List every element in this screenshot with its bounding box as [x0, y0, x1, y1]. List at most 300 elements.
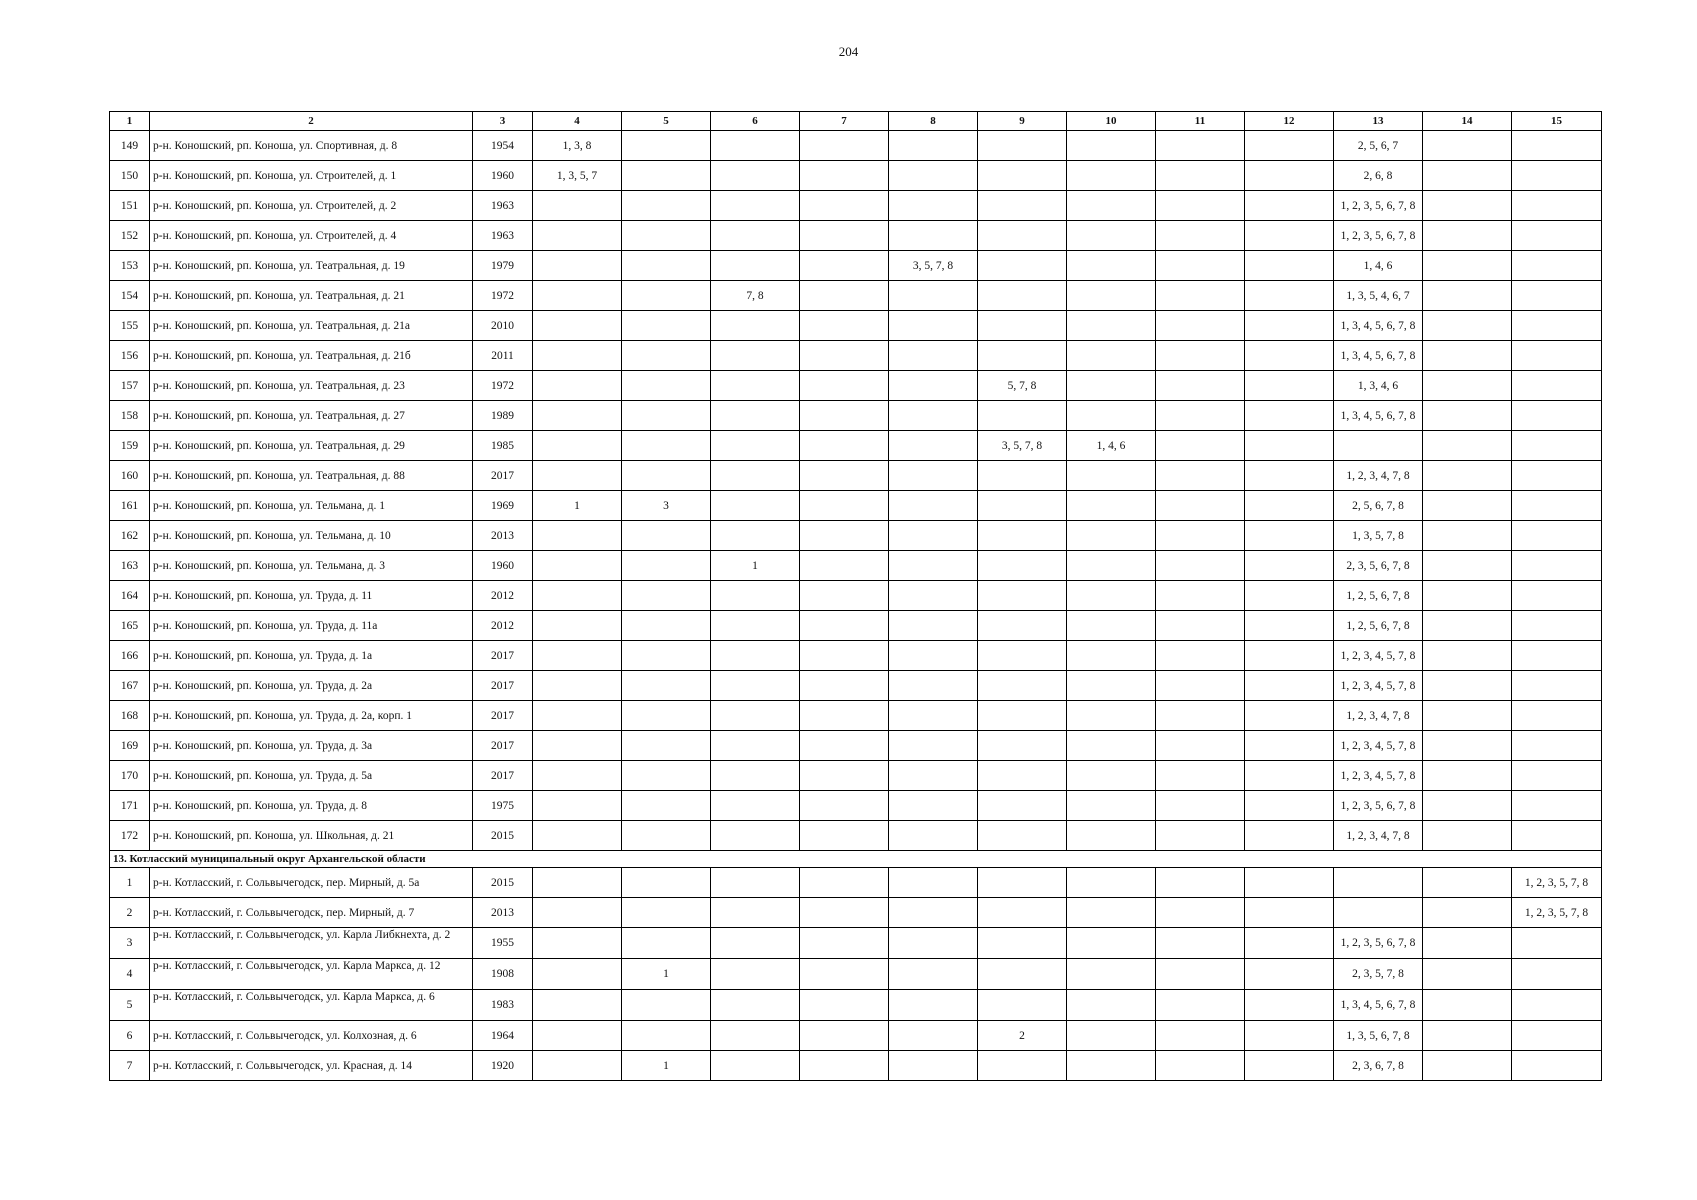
value-cell — [800, 701, 889, 731]
row-number-cell: 166 — [110, 641, 150, 671]
value-cell — [1512, 431, 1602, 461]
year-cell: 2017 — [473, 731, 533, 761]
address-cell: р-н. Коношский, рп. Коноша, ул. Спортивная, д. 8 — [150, 131, 473, 161]
value-cell — [1245, 990, 1334, 1021]
value-cell — [889, 731, 978, 761]
value-cell — [622, 431, 711, 461]
address-cell: р-н. Коношский, рп. Коноша, ул. Театральная, д. 23 — [150, 371, 473, 401]
year-cell: 1979 — [473, 251, 533, 281]
value-cell — [1156, 131, 1245, 161]
year-cell: 2013 — [473, 521, 533, 551]
value-cell: 3, 5, 7, 8 — [889, 251, 978, 281]
value-cell — [711, 868, 800, 898]
value-cell — [533, 221, 622, 251]
value-cell — [1245, 898, 1334, 928]
value-cell — [711, 161, 800, 191]
value-cell — [889, 1051, 978, 1081]
value-cell — [978, 161, 1067, 191]
value-cell — [1512, 221, 1602, 251]
value-cell — [1423, 671, 1512, 701]
year-cell: 2013 — [473, 898, 533, 928]
value-cell — [1067, 959, 1156, 990]
value-cell — [1423, 341, 1512, 371]
value-cell — [978, 191, 1067, 221]
value-cell — [1245, 551, 1334, 581]
value-cell — [889, 581, 978, 611]
year-cell: 1963 — [473, 191, 533, 221]
value-cell: 1 — [622, 959, 711, 990]
value-cell: 1, 2, 3, 4, 5, 7, 8 — [1334, 731, 1423, 761]
header-cell: 7 — [800, 112, 889, 131]
value-cell: 1, 3, 5, 4, 6, 7 — [1334, 281, 1423, 311]
value-cell — [800, 1021, 889, 1051]
value-cell — [889, 221, 978, 251]
table-row — [110, 1021, 1602, 1051]
value-cell — [889, 431, 978, 461]
value-cell — [711, 191, 800, 221]
table-row — [110, 131, 1602, 161]
value-cell — [1156, 221, 1245, 251]
address-cell: р-н. Коношский, рп. Коноша, ул. Строителей, д. 2 — [150, 191, 473, 221]
value-cell — [1423, 551, 1512, 581]
table-row — [110, 821, 1602, 851]
value-cell — [533, 401, 622, 431]
value-cell — [978, 401, 1067, 431]
row-number-cell: 2 — [110, 898, 150, 928]
year-cell: 2015 — [473, 868, 533, 898]
value-cell — [711, 491, 800, 521]
table-row — [110, 641, 1602, 671]
value-cell — [1423, 928, 1512, 959]
value-cell: 1, 2, 3, 4, 7, 8 — [1334, 701, 1423, 731]
value-cell — [711, 251, 800, 281]
value-cell: 1, 2, 5, 6, 7, 8 — [1334, 581, 1423, 611]
value-cell — [1156, 821, 1245, 851]
value-cell — [1512, 791, 1602, 821]
table-header-row — [110, 112, 1602, 131]
value-cell — [889, 461, 978, 491]
value-cell — [1156, 551, 1245, 581]
value-cell — [622, 761, 711, 791]
value-cell — [533, 701, 622, 731]
value-cell — [1512, 821, 1602, 851]
value-cell — [1423, 898, 1512, 928]
table-row — [110, 959, 1602, 990]
row-number-cell: 153 — [110, 251, 150, 281]
value-cell — [1245, 371, 1334, 401]
value-cell — [1245, 701, 1334, 731]
value-cell — [800, 371, 889, 401]
value-cell: 1, 4, 6 — [1334, 251, 1423, 281]
value-cell — [622, 311, 711, 341]
value-cell — [533, 371, 622, 401]
value-cell — [711, 641, 800, 671]
value-cell — [1423, 611, 1512, 641]
value-cell — [1512, 671, 1602, 701]
value-cell — [978, 491, 1067, 521]
value-cell — [1423, 791, 1512, 821]
value-cell: 1, 3, 4, 5, 6, 7, 8 — [1334, 401, 1423, 431]
table-row — [110, 928, 1602, 959]
value-cell — [1245, 401, 1334, 431]
value-cell — [1067, 761, 1156, 791]
header-cell: 13 — [1334, 112, 1423, 131]
value-cell — [711, 821, 800, 851]
value-cell — [978, 898, 1067, 928]
value-cell — [533, 868, 622, 898]
table-row — [110, 701, 1602, 731]
value-cell — [711, 461, 800, 491]
value-cell — [1245, 461, 1334, 491]
row-number-cell: 163 — [110, 551, 150, 581]
value-cell — [1245, 281, 1334, 311]
table-row — [110, 401, 1602, 431]
value-cell — [1156, 641, 1245, 671]
value-cell — [1245, 868, 1334, 898]
address-cell: р-н. Коношский, рп. Коноша, ул. Театральная, д. 21 — [150, 281, 473, 311]
year-cell: 1989 — [473, 401, 533, 431]
value-cell: 1, 3, 4, 6 — [1334, 371, 1423, 401]
value-cell — [1245, 671, 1334, 701]
value-cell — [1156, 191, 1245, 221]
value-cell — [978, 221, 1067, 251]
table-row — [110, 311, 1602, 341]
year-cell: 2017 — [473, 701, 533, 731]
value-cell — [889, 898, 978, 928]
value-cell — [1156, 990, 1245, 1021]
value-cell: 2 — [978, 1021, 1067, 1051]
row-number-cell: 154 — [110, 281, 150, 311]
value-cell — [978, 521, 1067, 551]
value-cell: 1, 2, 3, 5, 6, 7, 8 — [1334, 191, 1423, 221]
value-cell — [1423, 581, 1512, 611]
value-cell — [1512, 311, 1602, 341]
value-cell: 5, 7, 8 — [978, 371, 1067, 401]
value-cell — [1512, 551, 1602, 581]
value-cell — [1067, 990, 1156, 1021]
value-cell — [978, 281, 1067, 311]
value-cell — [889, 131, 978, 161]
value-cell — [622, 671, 711, 701]
table-row — [110, 341, 1602, 371]
value-cell — [889, 701, 978, 731]
value-cell — [889, 641, 978, 671]
value-cell — [1512, 1051, 1602, 1081]
value-cell — [711, 401, 800, 431]
value-cell — [978, 641, 1067, 671]
row-number-cell: 168 — [110, 701, 150, 731]
table-row — [110, 898, 1602, 928]
table-row — [110, 221, 1602, 251]
value-cell: 1, 2, 5, 6, 7, 8 — [1334, 611, 1423, 641]
row-number-cell: 155 — [110, 311, 150, 341]
row-number-cell: 158 — [110, 401, 150, 431]
value-cell — [1512, 701, 1602, 731]
value-cell — [1512, 341, 1602, 371]
value-cell: 1, 2, 3, 4, 7, 8 — [1334, 821, 1423, 851]
value-cell — [622, 990, 711, 1021]
value-cell: 1, 2, 3, 5, 6, 7, 8 — [1334, 928, 1423, 959]
section-row — [110, 851, 1602, 868]
value-cell — [800, 641, 889, 671]
row-number-cell: 149 — [110, 131, 150, 161]
table-row — [110, 551, 1602, 581]
address-cell: р-н. Котласский, г. Сольвычегодск, ул. Карла Маркса, д. 12 — [150, 959, 473, 990]
value-cell — [800, 671, 889, 701]
value-cell — [533, 551, 622, 581]
row-number-cell: 162 — [110, 521, 150, 551]
header-cell: 3 — [473, 112, 533, 131]
year-cell: 1985 — [473, 431, 533, 461]
value-cell — [978, 461, 1067, 491]
address-cell: р-н. Коношский, рп. Коноша, ул. Труда, д. 8 — [150, 791, 473, 821]
table-row — [110, 761, 1602, 791]
value-cell — [622, 641, 711, 671]
header-cell: 8 — [889, 112, 978, 131]
value-cell — [1245, 341, 1334, 371]
value-cell — [1423, 959, 1512, 990]
address-cell: р-н. Коношский, рп. Коноша, ул. Труда, д. 5а — [150, 761, 473, 791]
value-cell — [1512, 928, 1602, 959]
value-cell — [800, 431, 889, 461]
table-row — [110, 491, 1602, 521]
value-cell: 1, 2, 3, 4, 5, 7, 8 — [1334, 761, 1423, 791]
table-row — [110, 281, 1602, 311]
value-cell — [1156, 521, 1245, 551]
row-number-cell: 164 — [110, 581, 150, 611]
value-cell — [1156, 868, 1245, 898]
value-cell — [1156, 1021, 1245, 1051]
address-cell: р-н. Коношский, рп. Коноша, ул. Театральная, д. 27 — [150, 401, 473, 431]
address-cell: р-н. Коношский, рп. Коноша, ул. Тельмана, д. 1 — [150, 491, 473, 521]
value-cell — [1423, 401, 1512, 431]
value-cell — [978, 959, 1067, 990]
value-cell — [1245, 641, 1334, 671]
value-cell — [889, 281, 978, 311]
value-cell — [1423, 251, 1512, 281]
table-row — [110, 521, 1602, 551]
value-cell — [533, 641, 622, 671]
value-cell — [1423, 641, 1512, 671]
value-cell — [711, 581, 800, 611]
value-cell — [1334, 868, 1423, 898]
value-cell — [1245, 311, 1334, 341]
header-cell: 2 — [150, 112, 473, 131]
value-cell — [622, 161, 711, 191]
value-cell — [800, 898, 889, 928]
value-cell — [800, 401, 889, 431]
value-cell — [1245, 791, 1334, 821]
value-cell — [1156, 701, 1245, 731]
address-cell: р-н. Коношский, рп. Коноша, ул. Театральная, д. 21б — [150, 341, 473, 371]
value-cell: 1, 2, 3, 5, 7, 8 — [1512, 898, 1602, 928]
value-cell — [622, 131, 711, 161]
row-number-cell: 5 — [110, 990, 150, 1021]
value-cell — [533, 731, 622, 761]
value-cell — [1423, 221, 1512, 251]
value-cell — [1423, 990, 1512, 1021]
value-cell — [1423, 371, 1512, 401]
value-cell — [978, 868, 1067, 898]
value-cell — [1067, 671, 1156, 701]
value-cell — [1512, 461, 1602, 491]
value-cell — [1512, 491, 1602, 521]
row-number-cell: 151 — [110, 191, 150, 221]
row-number-cell: 170 — [110, 761, 150, 791]
header-cell: 11 — [1156, 112, 1245, 131]
value-cell — [1245, 221, 1334, 251]
value-cell — [978, 611, 1067, 641]
value-cell — [1245, 131, 1334, 161]
value-cell — [1245, 1021, 1334, 1051]
value-cell — [1512, 251, 1602, 281]
value-cell — [1512, 1021, 1602, 1051]
value-cell — [533, 581, 622, 611]
value-cell — [533, 251, 622, 281]
value-cell — [1512, 731, 1602, 761]
value-cell — [622, 341, 711, 371]
value-cell: 2, 3, 5, 6, 7, 8 — [1334, 551, 1423, 581]
header-cell: 10 — [1067, 112, 1156, 131]
address-cell: р-н. Котласский, г. Сольвычегодск, ул. Карла Маркса, д. 6 — [150, 990, 473, 1021]
value-cell — [1067, 898, 1156, 928]
value-cell — [1067, 731, 1156, 761]
year-cell: 1975 — [473, 791, 533, 821]
value-cell — [1067, 371, 1156, 401]
value-cell — [622, 791, 711, 821]
value-cell — [622, 521, 711, 551]
value-cell — [711, 311, 800, 341]
value-cell — [533, 1051, 622, 1081]
value-cell — [978, 581, 1067, 611]
value-cell — [711, 131, 800, 161]
value-cell — [1156, 401, 1245, 431]
row-number-cell: 172 — [110, 821, 150, 851]
value-cell — [1423, 131, 1512, 161]
year-cell: 2012 — [473, 581, 533, 611]
value-cell — [1245, 251, 1334, 281]
table-row — [110, 731, 1602, 761]
value-cell — [622, 821, 711, 851]
value-cell — [1156, 281, 1245, 311]
header-cell: 4 — [533, 112, 622, 131]
value-cell: 3, 5, 7, 8 — [978, 431, 1067, 461]
value-cell — [622, 191, 711, 221]
value-cell — [711, 671, 800, 701]
header-cell: 12 — [1245, 112, 1334, 131]
header-cell: 6 — [711, 112, 800, 131]
value-cell — [978, 311, 1067, 341]
value-cell — [889, 791, 978, 821]
value-cell: 2, 3, 6, 7, 8 — [1334, 1051, 1423, 1081]
row-number-cell: 171 — [110, 791, 150, 821]
value-cell — [978, 761, 1067, 791]
year-cell: 2015 — [473, 821, 533, 851]
value-cell — [889, 191, 978, 221]
value-cell — [533, 191, 622, 221]
value-cell — [1512, 191, 1602, 221]
value-cell — [533, 898, 622, 928]
value-cell — [800, 551, 889, 581]
value-cell — [1423, 701, 1512, 731]
value-cell — [1423, 731, 1512, 761]
value-cell — [1156, 371, 1245, 401]
value-cell — [622, 251, 711, 281]
value-cell — [1423, 1051, 1512, 1081]
value-cell — [1245, 611, 1334, 641]
value-cell — [711, 928, 800, 959]
address-cell: р-н. Котласский, г. Сольвычегодск, ул. Красная, д. 14 — [150, 1051, 473, 1081]
value-cell — [800, 731, 889, 761]
value-cell — [800, 461, 889, 491]
value-cell: 7, 8 — [711, 281, 800, 311]
page-number: 204 — [838, 44, 859, 59]
value-cell: 2, 5, 6, 7, 8 — [1334, 491, 1423, 521]
value-cell — [1067, 1021, 1156, 1051]
value-cell: 1, 3, 8 — [533, 131, 622, 161]
table-body-kotlas — [110, 868, 1602, 1081]
row-number-cell: 161 — [110, 491, 150, 521]
value-cell — [800, 491, 889, 521]
value-cell: 1, 3, 4, 5, 6, 7, 8 — [1334, 341, 1423, 371]
value-cell — [1512, 990, 1602, 1021]
value-cell — [711, 761, 800, 791]
value-cell — [800, 221, 889, 251]
value-cell — [1067, 791, 1156, 821]
table-row — [110, 611, 1602, 641]
value-cell — [622, 371, 711, 401]
value-cell — [889, 1021, 978, 1051]
value-cell — [1245, 959, 1334, 990]
value-cell — [1067, 641, 1156, 671]
year-cell: 2010 — [473, 311, 533, 341]
value-cell — [1067, 251, 1156, 281]
value-cell — [533, 341, 622, 371]
year-cell: 1960 — [473, 551, 533, 581]
value-cell — [1245, 161, 1334, 191]
year-cell: 1920 — [473, 1051, 533, 1081]
value-cell — [1067, 311, 1156, 341]
value-cell — [711, 701, 800, 731]
value-cell — [1156, 671, 1245, 701]
table-row — [110, 990, 1602, 1021]
address-cell: р-н. Коношский, рп. Коноша, ул. Театральная, д. 88 — [150, 461, 473, 491]
value-cell — [1156, 761, 1245, 791]
value-cell: 1, 2, 3, 4, 7, 8 — [1334, 461, 1423, 491]
value-cell — [1156, 251, 1245, 281]
address-cell: р-н. Коношский, рп. Коноша, ул. Тельмана, д. 10 — [150, 521, 473, 551]
value-cell — [889, 959, 978, 990]
year-cell: 2017 — [473, 461, 533, 491]
value-cell — [978, 731, 1067, 761]
value-cell — [978, 131, 1067, 161]
value-cell — [889, 611, 978, 641]
address-cell: р-н. Котласский, г. Сольвычегодск, ул. Колхозная, д. 6 — [150, 1021, 473, 1051]
value-cell — [711, 1021, 800, 1051]
value-cell — [978, 791, 1067, 821]
value-cell — [1245, 928, 1334, 959]
value-cell — [800, 761, 889, 791]
year-cell: 2011 — [473, 341, 533, 371]
address-cell: р-н. Коношский, рп. Коноша, ул. Труда, д. 11а — [150, 611, 473, 641]
year-cell: 2012 — [473, 611, 533, 641]
value-cell — [889, 371, 978, 401]
value-cell — [1334, 898, 1423, 928]
value-cell: 1, 3, 4, 5, 6, 7, 8 — [1334, 990, 1423, 1021]
value-cell — [711, 898, 800, 928]
value-cell — [1156, 611, 1245, 641]
value-cell — [978, 341, 1067, 371]
